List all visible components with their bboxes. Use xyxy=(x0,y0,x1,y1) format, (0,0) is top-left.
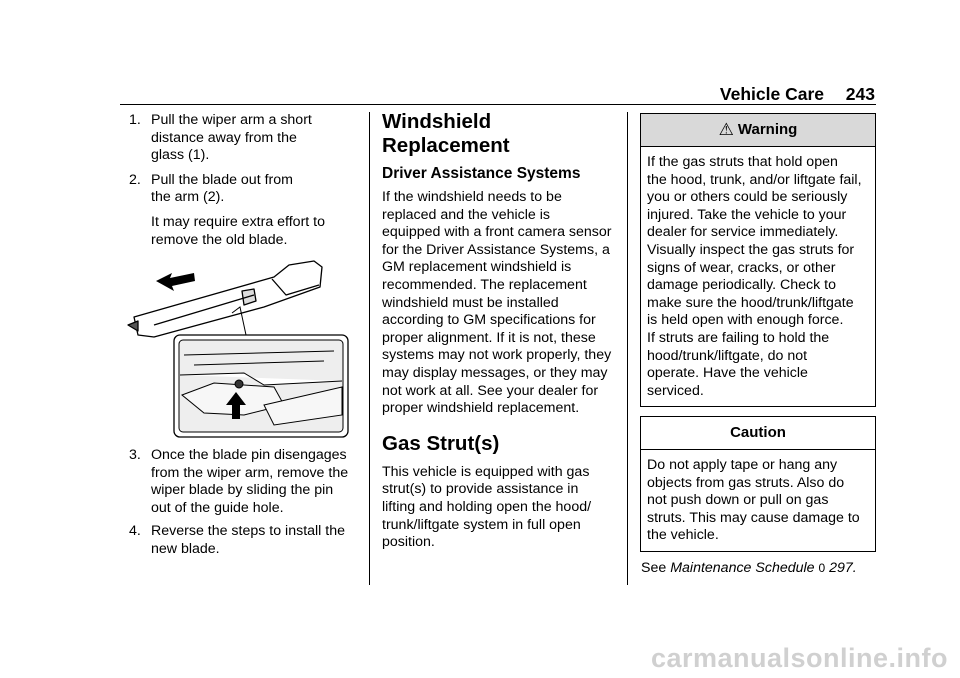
text-line: position. xyxy=(382,534,435,551)
text-line: proper alignment. If it is not, these xyxy=(382,329,596,346)
text-line: signs of wear, cracks, or other xyxy=(647,259,836,276)
text-line: systems may not work properly, they xyxy=(382,347,612,364)
step-line: new blade. xyxy=(151,540,220,557)
text-line: for the Driver Assistance Systems, a xyxy=(382,241,610,258)
text-line: damage periodically. Check to xyxy=(647,277,837,294)
column-1-lower xyxy=(129,447,361,559)
step-line: glass (1). xyxy=(151,147,210,164)
subsection-title-driver-assistance: Driver Assistance Systems xyxy=(382,165,581,182)
step-line: from the wiper arm, remove the xyxy=(151,464,349,481)
step-2-note xyxy=(129,214,361,249)
text-line: hood/trunk/liftgate, do not xyxy=(647,347,808,364)
text-line: lifting and holding open the hood/ xyxy=(382,498,592,515)
text-line: you or others could be seriously xyxy=(647,189,848,206)
paragraph-gas-struts xyxy=(382,464,622,552)
note-line: remove the old blade. xyxy=(151,231,288,248)
text-line: Visually inspect the gas struts for xyxy=(647,241,855,258)
text-line: not work at all. See your dealer for xyxy=(382,382,599,399)
step-3 xyxy=(129,447,361,517)
column-1 xyxy=(129,112,361,249)
see-reference xyxy=(641,560,875,578)
note-line: It may require extra effort to xyxy=(151,213,326,230)
step-line: wiper blade by sliding the pin xyxy=(151,482,334,499)
text-line: If the gas struts that hold open xyxy=(647,154,838,170)
warning-triangle-icon: ⚠ xyxy=(718,120,734,140)
warning-title: Warning xyxy=(737,121,798,139)
warning-box-header xyxy=(641,114,875,147)
text-line: windshield must be installed xyxy=(382,294,559,311)
column-divider-left xyxy=(369,112,370,585)
wiper-arm-drawing xyxy=(128,261,322,337)
warning-body xyxy=(641,147,875,406)
text-line: not push down or pull on gas xyxy=(647,492,829,509)
text-line: the vehicle. xyxy=(647,527,719,544)
caution-box xyxy=(640,416,876,552)
column-2 xyxy=(382,110,622,552)
maintenance-schedule-link[interactable]: Maintenance Schedule xyxy=(670,560,815,576)
text-line: GM replacement windshield is xyxy=(382,259,572,276)
text-line: trunk/liftgate system in full open xyxy=(382,516,581,533)
header-rule xyxy=(120,104,876,105)
text-line: If struts are failing to hold the xyxy=(647,329,830,346)
section-title-windshield: Windshield Replacement xyxy=(382,110,510,157)
text-line: the hood, trunk, and/or liftgate fail, xyxy=(647,171,862,188)
caution-title: Caution xyxy=(730,424,786,442)
caution-box-header xyxy=(641,417,875,450)
step-line: the arm (2). xyxy=(151,189,225,206)
text-line: proper windshield replacement. xyxy=(382,400,580,417)
text-line: strut(s) to provide assistance in xyxy=(382,481,579,498)
wiper-blade-illustration xyxy=(124,255,352,438)
text-line: is held open with enough force. xyxy=(647,312,844,329)
text-line: struts. This may cause damage to xyxy=(647,509,860,526)
section-title-gas-struts: Gas Strut(s) xyxy=(382,431,500,455)
text-line: injured. Take the vehicle to your xyxy=(647,206,847,223)
step-line: Pull the blade out from xyxy=(151,171,293,188)
step-2 xyxy=(129,172,361,207)
step-line: Reverse the steps to install the xyxy=(151,523,345,540)
text-line: serviced. xyxy=(647,382,704,399)
arrow-left-icon xyxy=(156,273,195,291)
text-line: replaced and the vehicle is xyxy=(382,206,550,223)
step-number: 1. xyxy=(129,112,141,128)
step-line: Once the blade pin disengages xyxy=(151,447,347,463)
text-line: Do not apply tape or hang any xyxy=(647,457,838,473)
step-line: distance away from the xyxy=(151,129,297,146)
paragraph-windshield xyxy=(382,189,622,418)
text-line: If the windshield needs to be xyxy=(382,189,562,205)
detail-inset-drawing xyxy=(179,340,343,432)
text-line: according to GM specifications for xyxy=(382,312,596,329)
step-line: out of the guide hole. xyxy=(151,499,284,516)
page-number: 243 xyxy=(845,84,875,104)
step-line: Pull the wiper arm a short xyxy=(151,112,312,128)
page-ref-number[interactable]: 297. xyxy=(829,560,857,576)
page-ref-arrow-icon: 0 xyxy=(818,561,826,575)
text-line: may display messages, or they may xyxy=(382,364,608,381)
watermark: carmanualsonline.info xyxy=(650,643,948,673)
step-number: 2. xyxy=(129,171,141,188)
text-line: objects from gas struts. Also do xyxy=(647,474,845,491)
step-number: 4. xyxy=(129,523,141,540)
step-1 xyxy=(129,112,361,165)
text-line: operate. Have the vehicle xyxy=(647,365,808,382)
text-line: recommended. The replacement xyxy=(382,276,587,293)
warning-box xyxy=(640,113,876,407)
step-4 xyxy=(129,523,361,558)
text-line: dealer for service immediately. xyxy=(647,224,839,241)
page-header-title: Vehicle Care xyxy=(719,84,824,104)
caution-body xyxy=(641,450,875,551)
column-divider-right xyxy=(627,112,628,585)
see-prefix: See xyxy=(641,560,667,576)
step-number: 3. xyxy=(129,447,141,463)
text-line: This vehicle is equipped with gas xyxy=(382,463,590,480)
text-line: equipped with a front camera sensor xyxy=(382,224,612,241)
text-line: make sure the hood/trunk/liftgate xyxy=(647,294,854,311)
